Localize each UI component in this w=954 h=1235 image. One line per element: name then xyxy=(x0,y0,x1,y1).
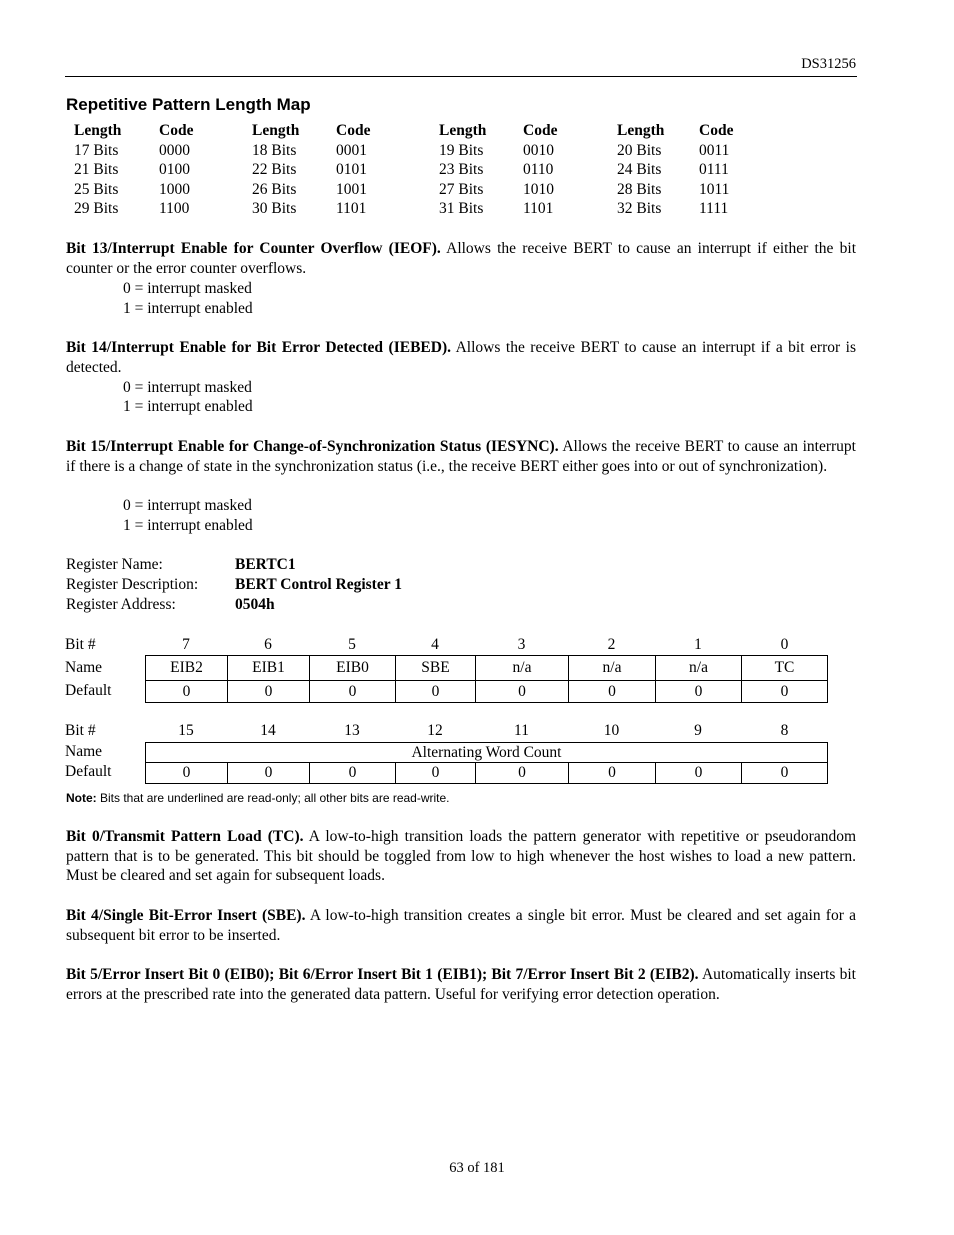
bit-number-label: Bit # xyxy=(65,636,96,653)
length-column xyxy=(439,121,486,219)
code-cell: 1111 xyxy=(699,200,729,218)
length-cell: 29 Bits xyxy=(74,200,119,218)
code-cell: 1011 xyxy=(699,180,730,198)
bit13-text: Allows the receive BERT to cause an interrupt if either the bit counter or the error counter overflows. xyxy=(66,240,856,277)
code-cell: 0010 xyxy=(523,141,554,159)
length-cell: 28 Bits xyxy=(617,180,662,198)
bit-name-cell: SBE xyxy=(395,655,476,681)
bit-number: 1 xyxy=(694,636,702,653)
code-cell: 1101 xyxy=(336,200,367,218)
default-label: Default xyxy=(65,682,112,699)
bit-number: 5 xyxy=(348,636,356,653)
bit13-title: Bit 13/Interrupt Enable for Counter Overflow (IEOF). xyxy=(66,240,441,257)
length-header: Length xyxy=(439,122,487,139)
bit-default-cell: 0 xyxy=(145,680,228,703)
length-cell: 25 Bits xyxy=(74,180,119,198)
bit4-title: Bit 4/Single Bit-Error Insert (SBE). xyxy=(66,907,306,924)
length-cell: 18 Bits xyxy=(252,141,297,159)
code-column xyxy=(699,121,733,219)
bit-name-cell: EIB2 xyxy=(145,655,228,681)
length-header: Length xyxy=(74,122,122,139)
bit-number: 0 xyxy=(780,636,789,653)
length-cell: 22 Bits xyxy=(252,161,297,179)
code-cell: 0001 xyxy=(336,141,367,159)
bit-number: 3 xyxy=(517,636,526,653)
bit4-text: A low-to-high transition creates a single bit error. Must be cleared and set again for a subsequent bit error to be inserted. xyxy=(66,907,856,944)
section-title: Repetitive Pattern Length Map xyxy=(66,95,311,114)
code-cell: 0100 xyxy=(159,161,190,179)
bit-default-cell: 0 xyxy=(655,762,742,784)
code-column xyxy=(336,121,370,219)
bit-default-cell: 0 xyxy=(568,680,656,703)
bit15-text: Allows the receive BERT to cause an interrupt if there is a change of state in the synchronization status (i.e., the receive BERT either goes into or out of synchronization). xyxy=(66,438,856,475)
register-description-value: BERT Control Register 1 xyxy=(235,576,402,593)
code-cell: 1101 xyxy=(523,200,554,218)
length-cell: 21 Bits xyxy=(74,161,119,179)
bit5-7-text: Automatically inserts bit errors at the prescribed rate into the generated data pattern. Useful for verifying error detection operation. xyxy=(66,966,856,1003)
header-rule xyxy=(65,76,857,77)
length-cell: 19 Bits xyxy=(439,141,484,159)
bit-number: 15 xyxy=(178,722,194,739)
bit14-option-0: 0 = interrupt masked xyxy=(123,379,252,396)
note-text: Bits that are underlined are read-only; all other bits are read-write. xyxy=(96,791,450,805)
length-cell: 30 Bits xyxy=(252,200,297,218)
bit13-option-1: 1 = interrupt enabled xyxy=(123,300,253,317)
bit-number: 2 xyxy=(607,636,616,653)
bit0-title: Bit 0/Transmit Pattern Load (TC). xyxy=(66,828,304,845)
length-header: Length xyxy=(617,122,665,139)
bit14-text: Allows the receive BERT to cause an interrupt if a bit error is detected. xyxy=(66,339,856,376)
length-cell: 26 Bits xyxy=(252,180,297,198)
bit-default-cell: 0 xyxy=(227,680,310,703)
bit-name-cell: EIB0 xyxy=(309,655,396,681)
length-cell: 17 Bits xyxy=(74,141,119,159)
bit15-description xyxy=(66,437,856,476)
note-label: Note: xyxy=(66,791,97,805)
register-description-label: Register Description: xyxy=(66,576,199,593)
code-header: Code xyxy=(336,122,371,139)
page-number: 63 of 181 xyxy=(449,1160,505,1176)
bit-number: 10 xyxy=(603,722,620,739)
bit-number: 4 xyxy=(431,636,439,653)
bit13-description xyxy=(66,239,856,278)
code-header: Code xyxy=(523,122,558,139)
bit-name-cell: EIB1 xyxy=(227,655,310,681)
bit-name-cell: TC xyxy=(741,655,828,681)
register-address-value: 0504h xyxy=(235,596,275,613)
length-column xyxy=(252,121,299,219)
bit-default-cell: 0 xyxy=(395,680,476,703)
bit-default-cell: 0 xyxy=(145,762,228,784)
code-column xyxy=(523,121,557,219)
code-column xyxy=(159,121,193,219)
length-column xyxy=(617,121,664,219)
name-label: Name xyxy=(65,659,103,676)
register-address-label: Register Address: xyxy=(66,596,176,613)
bit-default-cell: 0 xyxy=(227,762,310,784)
document-code: DS31256 xyxy=(801,56,856,72)
bit14-title: Bit 14/Interrupt Enable for Bit Error Detected (IEBED). xyxy=(66,339,451,356)
bit-default-cell: 0 xyxy=(309,680,396,703)
bit-default-cell: 0 xyxy=(475,762,569,784)
code-cell: 1010 xyxy=(523,180,554,198)
bit-default-cell: 0 xyxy=(741,680,828,703)
bit-number: 8 xyxy=(780,722,789,739)
bit-default-cell: 0 xyxy=(309,762,396,784)
length-cell: 31 Bits xyxy=(439,200,484,218)
name-label: Name xyxy=(65,743,103,760)
bit-default-cell: 0 xyxy=(475,680,569,703)
bit-number: 6 xyxy=(264,636,272,653)
length-cell: 20 Bits xyxy=(617,141,662,159)
bit-name-cell: n/a xyxy=(655,655,742,681)
bit-number: 12 xyxy=(427,722,443,739)
length-cell: 24 Bits xyxy=(617,161,662,179)
code-header: Code xyxy=(699,122,734,139)
bit-name-cell: n/a xyxy=(475,655,569,681)
bit15-option-0: 0 = interrupt masked xyxy=(123,497,252,514)
default-label: Default xyxy=(65,763,112,780)
bit0-text: A low-to-high transition loads the pattern generator with repetitive or pseudorandom pattern that is to be generated. This bit should be toggled from low to high whenever the host wishes to load a new pattern. Must be cleared and set again for subsequent loads. xyxy=(66,828,856,885)
bit-number: 13 xyxy=(344,722,360,739)
length-header: Length xyxy=(252,122,300,139)
code-cell: 1100 xyxy=(159,200,190,218)
bit-number: 11 xyxy=(514,722,529,739)
bit5-7-description xyxy=(66,965,856,1004)
bit15-title: Bit 15/Interrupt Enable for Change-of-Synchronization Status (IESYNC). xyxy=(66,438,559,455)
bit-default-cell: 0 xyxy=(395,762,476,784)
register-name-value: BERTC1 xyxy=(235,556,296,573)
alternating-word-count-cell: Alternating Word Count xyxy=(145,742,828,763)
register-name-label: Register Name: xyxy=(66,556,163,573)
code-cell: 0101 xyxy=(336,161,367,179)
bit-number: 7 xyxy=(182,636,190,653)
bit14-description xyxy=(66,338,856,377)
code-cell: 0110 xyxy=(523,161,554,179)
length-cell: 27 Bits xyxy=(439,180,484,198)
bit4-description xyxy=(66,906,856,945)
length-column xyxy=(74,121,121,219)
bit-name-cell: n/a xyxy=(568,655,656,681)
bit-number: 14 xyxy=(260,722,276,739)
code-header: Code xyxy=(159,122,194,139)
bit13-option-0: 0 = interrupt masked xyxy=(123,280,252,297)
code-cell: 1000 xyxy=(159,180,190,198)
code-cell: 0000 xyxy=(159,141,190,159)
code-cell: 0111 xyxy=(699,161,729,179)
bit-number-label: Bit # xyxy=(65,722,96,739)
length-cell: 23 Bits xyxy=(439,161,484,179)
bit-default-cell: 0 xyxy=(741,762,828,784)
bit15-option-1: 1 = interrupt enabled xyxy=(123,517,253,534)
bit-default-cell: 0 xyxy=(568,762,656,784)
code-cell: 1001 xyxy=(336,180,367,198)
read-only-note xyxy=(66,791,450,805)
bit5-7-title: Bit 5/Error Insert Bit 0 (EIB0); Bit 6/Error Insert Bit 1 (EIB1); Bit 7/Error Insert Bit 2 (EIB2). xyxy=(66,966,699,983)
bit-number: 9 xyxy=(694,722,702,739)
length-cell: 32 Bits xyxy=(617,200,662,218)
bit-default-cell: 0 xyxy=(655,680,742,703)
bit14-option-1: 1 = interrupt enabled xyxy=(123,398,253,415)
code-cell: 0011 xyxy=(699,141,730,159)
bit0-description xyxy=(66,827,856,886)
